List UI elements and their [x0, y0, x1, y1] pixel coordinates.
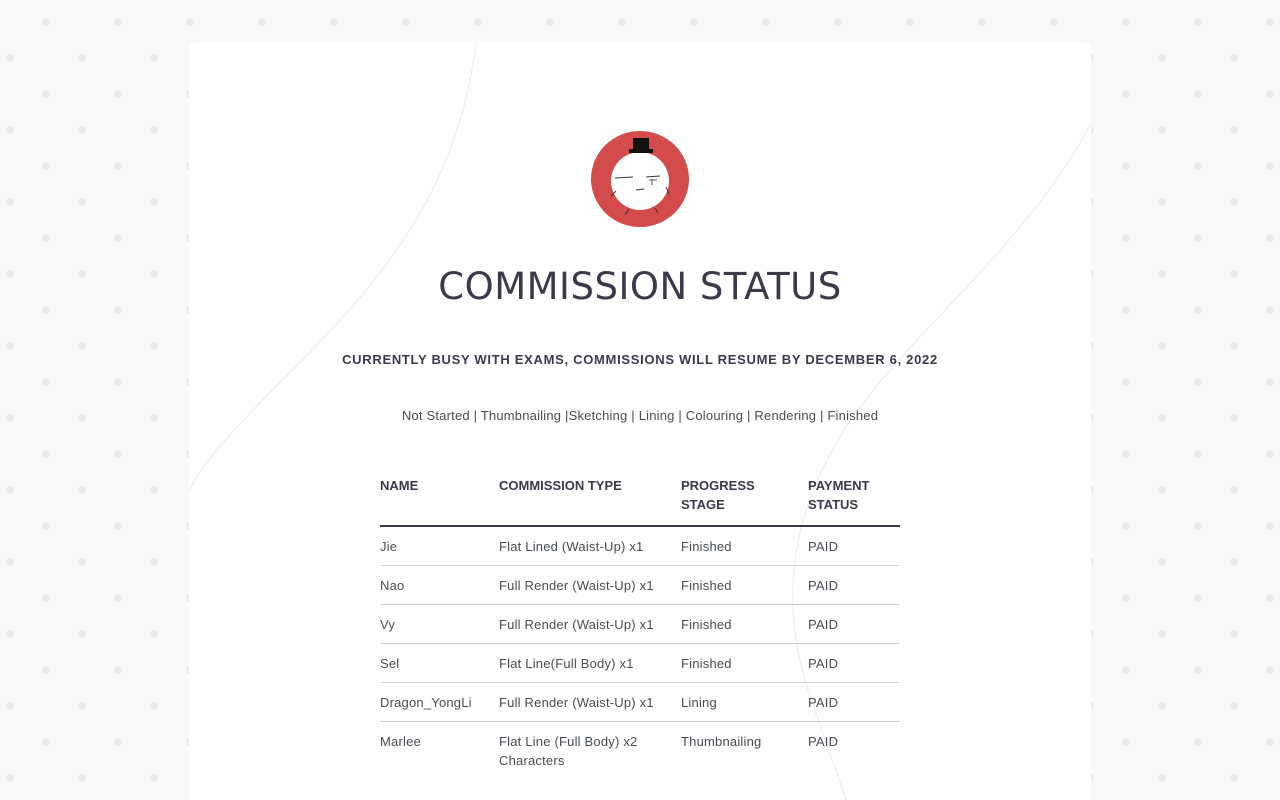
cell-name: Sel — [380, 644, 499, 683]
cell-progress-stage: Thumbnailing — [681, 734, 762, 749]
cell-name: Dragon_YongLi — [380, 683, 499, 722]
avatar — [591, 131, 689, 227]
table-row — [380, 526, 900, 566]
table-row — [380, 644, 900, 683]
cell-payment-status: PAID — [808, 566, 900, 605]
cell-commission-type: Full Render (Waist-Up) x1 — [499, 683, 681, 722]
cell-commission-type: Flat Line (Full Body) x2 Characters — [499, 734, 638, 768]
cell-commission-type: Full Render (Waist-Up) x1 — [499, 566, 681, 605]
header-name: NAME — [380, 471, 499, 526]
cell-commission-type: Full Render (Waist-Up) x1 — [499, 605, 681, 644]
table-row — [380, 722, 900, 780]
cell-payment-status: PAID — [808, 526, 900, 566]
table-row — [380, 605, 900, 644]
status-notice: CURRENTLY BUSY WITH EXAMS, COMMISSIONS WILL RESUME BY DECEMBER 6, 2022 — [342, 352, 938, 367]
content-card — [189, 43, 1091, 800]
header-commission-type: COMMISSION TYPE — [499, 471, 681, 526]
table-row — [380, 566, 900, 605]
cell-name: Marlee — [380, 734, 421, 749]
cell-payment-status: PAID — [808, 683, 900, 722]
cell-commission-type: Flat Lined (Waist-Up) x1 — [499, 526, 681, 566]
progress-stages-legend: Not Started | Thumbnailing |Sketching | Lining | Colouring | Rendering | Finished — [401, 408, 879, 423]
table-row — [380, 683, 900, 722]
commission-table — [380, 471, 900, 779]
cell-progress-stage: Lining — [681, 683, 808, 722]
cell-name: Nao — [380, 566, 499, 605]
header-payment-status: PAYMENT STATUS — [808, 471, 900, 526]
cell-name: Jie — [380, 526, 499, 566]
table-header-row — [380, 471, 900, 526]
header-progress-stage: PROGRESS STAGE — [681, 471, 808, 526]
cell-progress-stage: Finished — [681, 644, 808, 683]
cell-payment-status: PAID — [808, 734, 839, 749]
cell-progress-stage: Finished — [681, 605, 808, 644]
cell-payment-status: PAID — [808, 644, 900, 683]
cell-name: Vy — [380, 605, 499, 644]
cell-progress-stage: Finished — [681, 526, 808, 566]
top-hat-character-icon — [591, 131, 689, 227]
page-title: COMMISSION STATUS — [438, 265, 842, 308]
cell-payment-status: PAID — [808, 605, 900, 644]
cell-progress-stage: Finished — [681, 566, 808, 605]
cell-commission-type: Flat Line(Full Body) x1 — [499, 644, 681, 683]
